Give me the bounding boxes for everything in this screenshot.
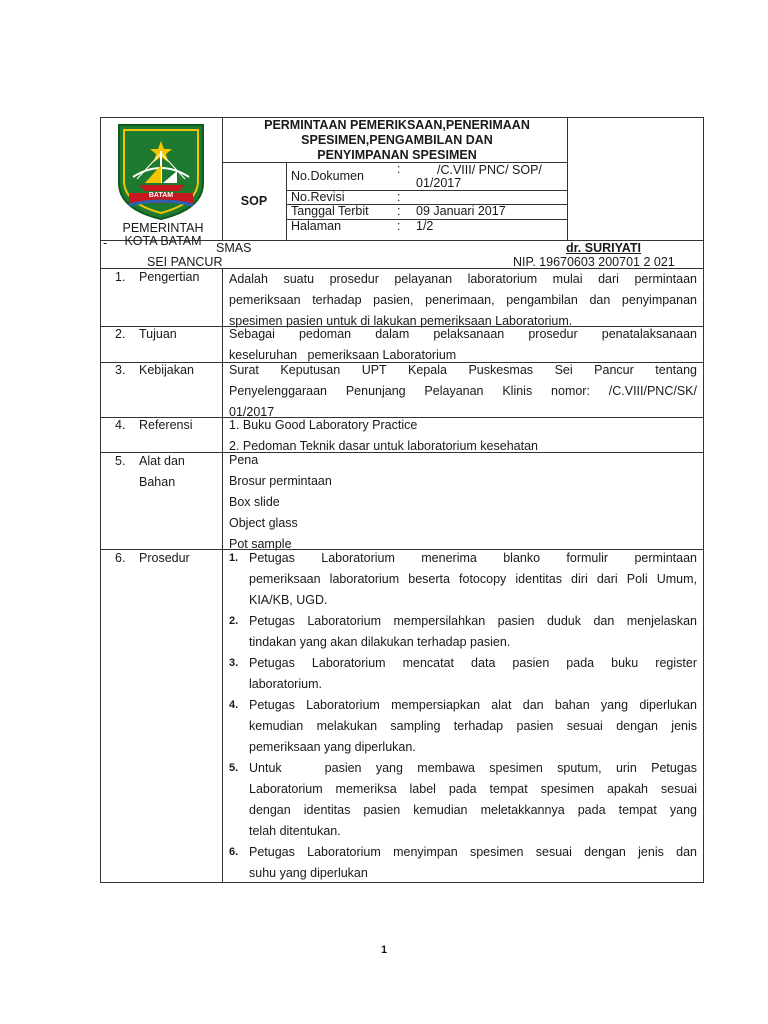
text-line: keseluruhan pemeriksaan Laboratorium xyxy=(229,348,457,362)
title-line-2: SPESIMEN,PENGAMBILAN DAN xyxy=(301,133,493,147)
text-line: Penyelenggaraan Penunjang Pelayanan Klinis nomor: /C.VIII/PNC/SK/ xyxy=(229,384,697,398)
title-line-3: PENYIMPANAN SPESIMEN xyxy=(317,148,477,162)
row-content-kebijakan xyxy=(229,360,697,423)
text-line: Petugas Laboratorium mencatat data pasien pada buku register xyxy=(249,656,697,670)
row-number: 5. xyxy=(115,454,126,468)
list-item: Pot sample xyxy=(229,537,292,551)
text-line: pemeriksaan laboratorium beserta fotocopy identitas diri dari Poli Umum, xyxy=(249,572,697,586)
row-label-kebijakan: Kebijakan xyxy=(139,363,194,377)
meta-value-halaman: 1/2 xyxy=(416,219,434,233)
row-label-prosedur: Prosedur xyxy=(139,551,190,565)
text-line: Sebagai pedoman dalam pelaksanaan prosedur penatalaksanaan xyxy=(229,327,697,341)
text-line: Petugas Laboratorium mempersilahkan pasien duduk dan menjelaskan xyxy=(249,614,697,628)
org-dash: - xyxy=(103,236,108,250)
row-label-alat: Alat dan xyxy=(139,454,185,468)
text-line: dengan identitas pasien kemudian meletakkannya pada tempat yang xyxy=(249,803,697,817)
procedure-step xyxy=(229,548,697,611)
list-item: Object glass xyxy=(229,516,298,530)
meta-label-no-revisi: No.Revisi xyxy=(291,190,345,204)
row-content-pengertian xyxy=(229,269,697,332)
meta-label-no-dokumen: No.Dokumen xyxy=(291,169,364,183)
meta-colon-halaman: : xyxy=(397,219,401,233)
meta-value-tanggal-terbit: 09 Januari 2017 xyxy=(416,204,506,218)
row-content-alat-bahan xyxy=(229,450,697,555)
text-line: pemeriksaan yang diperlukan. xyxy=(249,740,416,754)
list-item: Pena xyxy=(229,453,259,467)
title-line-1: PERMINTAAN PEMERIKSAAN,PENERIMAAN xyxy=(264,118,530,132)
puskesmas-partial: SMAS xyxy=(216,241,252,255)
signer-nip: NIP. 19670603 200701 2 021 xyxy=(513,255,675,269)
org-name-line2: KOTA BATAM xyxy=(124,234,202,248)
procedure-step xyxy=(229,695,697,758)
meta-label-tanggal-terbit: Tanggal Terbit xyxy=(291,204,369,218)
row-label-referensi: Referensi xyxy=(139,418,193,432)
row-number: 6. xyxy=(115,551,126,565)
text-line: Adalah suatu prosedur pelayanan laboratorium mulai dari permintaan xyxy=(229,272,697,286)
text-line: Petugas Laboratorium mempersiapkan alat dan bahan yang diperlukan xyxy=(249,698,697,712)
row-label-tujuan: Tujuan xyxy=(139,327,177,341)
text-line: Petugas Laboratorium menerima blanko formulir permintaan xyxy=(249,551,697,565)
text-line: tindakan yang akan dilakukan terhadap pasien. xyxy=(249,635,511,649)
procedure-step xyxy=(229,611,697,653)
meta-colon-tanggal-terbit: : xyxy=(397,204,401,218)
text-line: Petugas Laboratorium menyimpan spesimen sesuai dengan jenis dan xyxy=(249,845,697,859)
text-line: suhu yang diperlukan xyxy=(249,866,368,880)
text-line: Surat Keputusan UPT Kepala Puskesmas Sei Pancur tentang xyxy=(229,363,697,377)
step-number: 3. xyxy=(229,657,239,669)
row-label-pengertian: Pengertian xyxy=(139,270,200,284)
text-line: laboratorium. xyxy=(249,677,322,691)
row-number: 4. xyxy=(115,418,126,432)
text-line: pemeriksaan terhadap pasien, penerimaan, pengambilan dan penyimpanan xyxy=(229,293,697,307)
step-number: 5. xyxy=(229,762,239,774)
document-title xyxy=(226,118,568,163)
meta-value-no-dokumen-1: /C.VIII/ PNC/ SOP/ xyxy=(437,163,542,177)
puskesmas-name: SEI PANCUR xyxy=(147,255,223,269)
meta-value-no-dokumen-2: 01/2017 xyxy=(416,176,462,190)
procedure-step xyxy=(229,758,697,842)
text-line: KIA/KB, UGD. xyxy=(249,593,328,607)
procedure-step xyxy=(229,842,697,884)
meta-colon-no-dokumen: : xyxy=(397,162,401,176)
row-label-bahan: Bahan xyxy=(139,475,176,489)
list-item: Brosur permintaan xyxy=(229,474,332,488)
text-line: spesimen pasien untuk di lakukan pemeriksaan Laboratorium. xyxy=(229,314,573,328)
meta-colon-no-revisi: : xyxy=(397,190,401,204)
step-number: 6. xyxy=(229,846,239,858)
text-line: 2. Pedoman Teknik dasar untuk laboratorium kesehatan xyxy=(229,439,538,453)
logo-text: BATAM xyxy=(148,192,174,199)
city-logo xyxy=(115,121,207,221)
org-name-line1: PEMERINTAH xyxy=(122,221,204,235)
text-line: telah ditentukan. xyxy=(249,824,341,838)
text-line: kemudian melakukan sampling terhadap pasien sesuai dengan jenis xyxy=(249,719,697,733)
row-number: 1. xyxy=(115,270,126,284)
procedure-list xyxy=(229,548,697,884)
page-number: 1 xyxy=(380,944,388,956)
text-line: Laboratorium memeriksa label pada tempat spesimen apakah sesuai xyxy=(249,782,697,796)
step-number: 4. xyxy=(229,699,239,711)
step-number: 1. xyxy=(229,552,239,564)
row-number: 3. xyxy=(115,363,126,377)
sop-label: SOP xyxy=(240,194,268,208)
meta-label-halaman: Halaman xyxy=(291,219,342,233)
signer-name: dr. SURIYATI xyxy=(566,241,642,255)
step-number: 2. xyxy=(229,615,239,627)
text-line: Untuk pasien yang membawa spesimen sputum, urin Petugas xyxy=(249,761,697,775)
text-line: 01/2017 xyxy=(229,405,275,419)
list-item: Box slide xyxy=(229,495,280,509)
text-line: 1. Buku Good Laboratory Practice xyxy=(229,418,418,432)
row-number: 2. xyxy=(115,327,126,341)
procedure-step xyxy=(229,653,697,695)
